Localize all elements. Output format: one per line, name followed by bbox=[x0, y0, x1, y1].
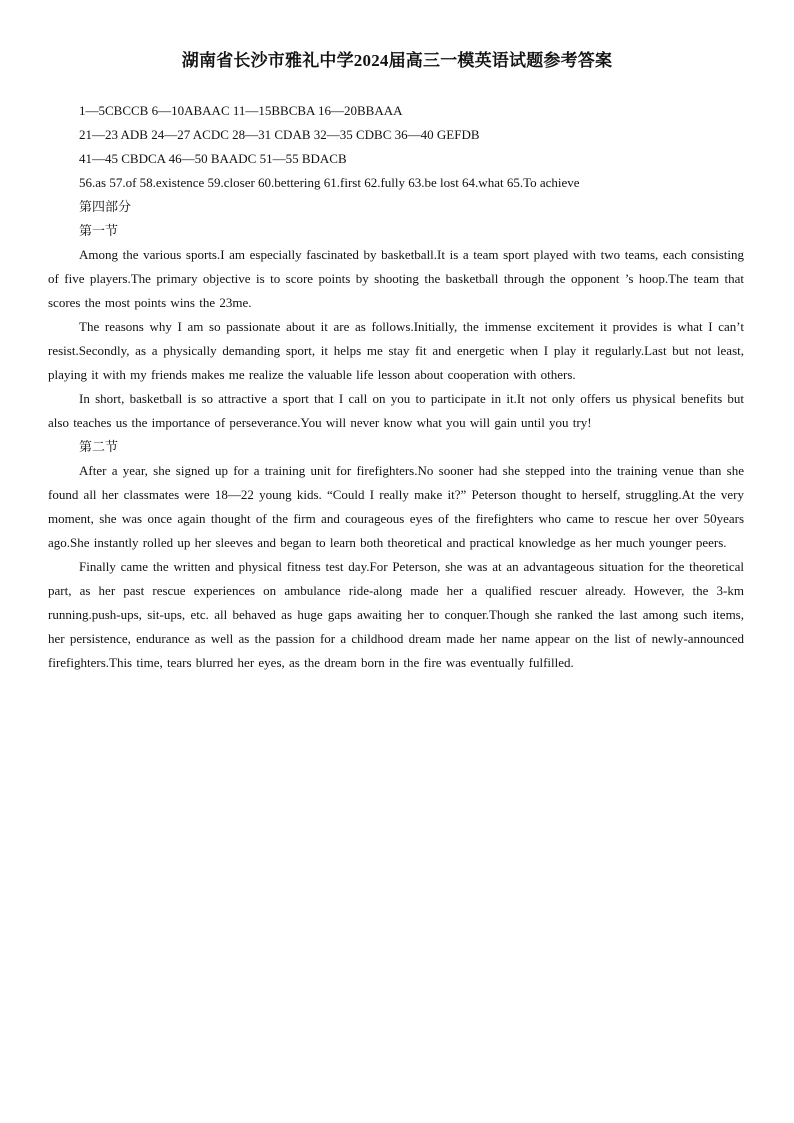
answer-line-2: 21—23 ADB 24—27 ACDC 28—31 CDAB 32—35 CDBC 36—40 GEFDB bbox=[79, 127, 480, 142]
page-title: 湖南省长沙市雅礼中学2024届高三一模英语试题参考答案 bbox=[181, 51, 613, 70]
answer-content bbox=[48, 99, 744, 675]
section1-heading: 第一节 bbox=[79, 223, 119, 238]
answer-line-3: 41—45 CBDCA 46—50 BAADC 51—55 BDACB bbox=[79, 151, 347, 166]
section1-paragraph-1: Among the various sports.I am especially fascinated by basketball.It is a team sport played with two teams, each consisting of five players.The primary objective is to score points by shooting the basketball through the opponent ’s hoop.The team that scores the most points wins the 23me. bbox=[48, 247, 744, 310]
part-heading: 第四部分 bbox=[79, 199, 132, 214]
section1-paragraph-3: In short, basketball is so attractive a sport that I call on you to participate in it.It not only offers us physical benefits but also teaches us the importance of perseverance.You will never know what you will gain until you try! bbox=[48, 391, 744, 430]
section2-paragraph-1: After a year, she signed up for a training unit for firefighters.No sooner had she stepped into the training venue than she found all her classmates were 18—22 young kids. “Could I really make it?” Peterson thought to herself, struggling.At the very moment, she was once again thought of the firm and courageous eyes of the firefighters who came to rescue her over 50years ago.She instantly rolled up her sleeves and began to learn both theoretical and practical knowledge as her much younger peers. bbox=[48, 463, 744, 550]
section1-paragraph-2: The reasons why I am so passionate about it are as follows.Initially, the immense excitement it provides is what I can’t resist.Secondly, as a physically demanding sport, it helps me stay fit and energetic when I play it regularly.Last but not least, playing it with my friends makes me realize the valuable life lesson about cooperation with others. bbox=[48, 319, 744, 382]
answer-line-4: 56.as 57.of 58.existence 59.closer 60.bettering 61.first 62.fully 63.be lost 64.what 65.To achieve bbox=[79, 175, 580, 190]
section2-paragraph-2: Finally came the written and physical fitness test day.For Peterson, she was at an advantageous situation for the theoretical part, as her past rescue experiences on ambulance ride-along made her a qualified rescuer already. However, the 3-km running.push-ups, sit-ups, etc. all behaved as huge gaps awaiting her to conquer.Though she ranked the last among such items, her persistence, endurance as well as the passion for a childhood dream made her name appear on the list of newly-announced firefighters.This time, tears blurred her eyes, as the dream born in the fire was eventually fulfilled. bbox=[48, 559, 744, 670]
answer-line-1: 1—5CBCCB 6—10ABAAC 11—15BBCBA 16—20BBAAA bbox=[79, 103, 403, 118]
section2-heading: 第二节 bbox=[79, 439, 119, 454]
